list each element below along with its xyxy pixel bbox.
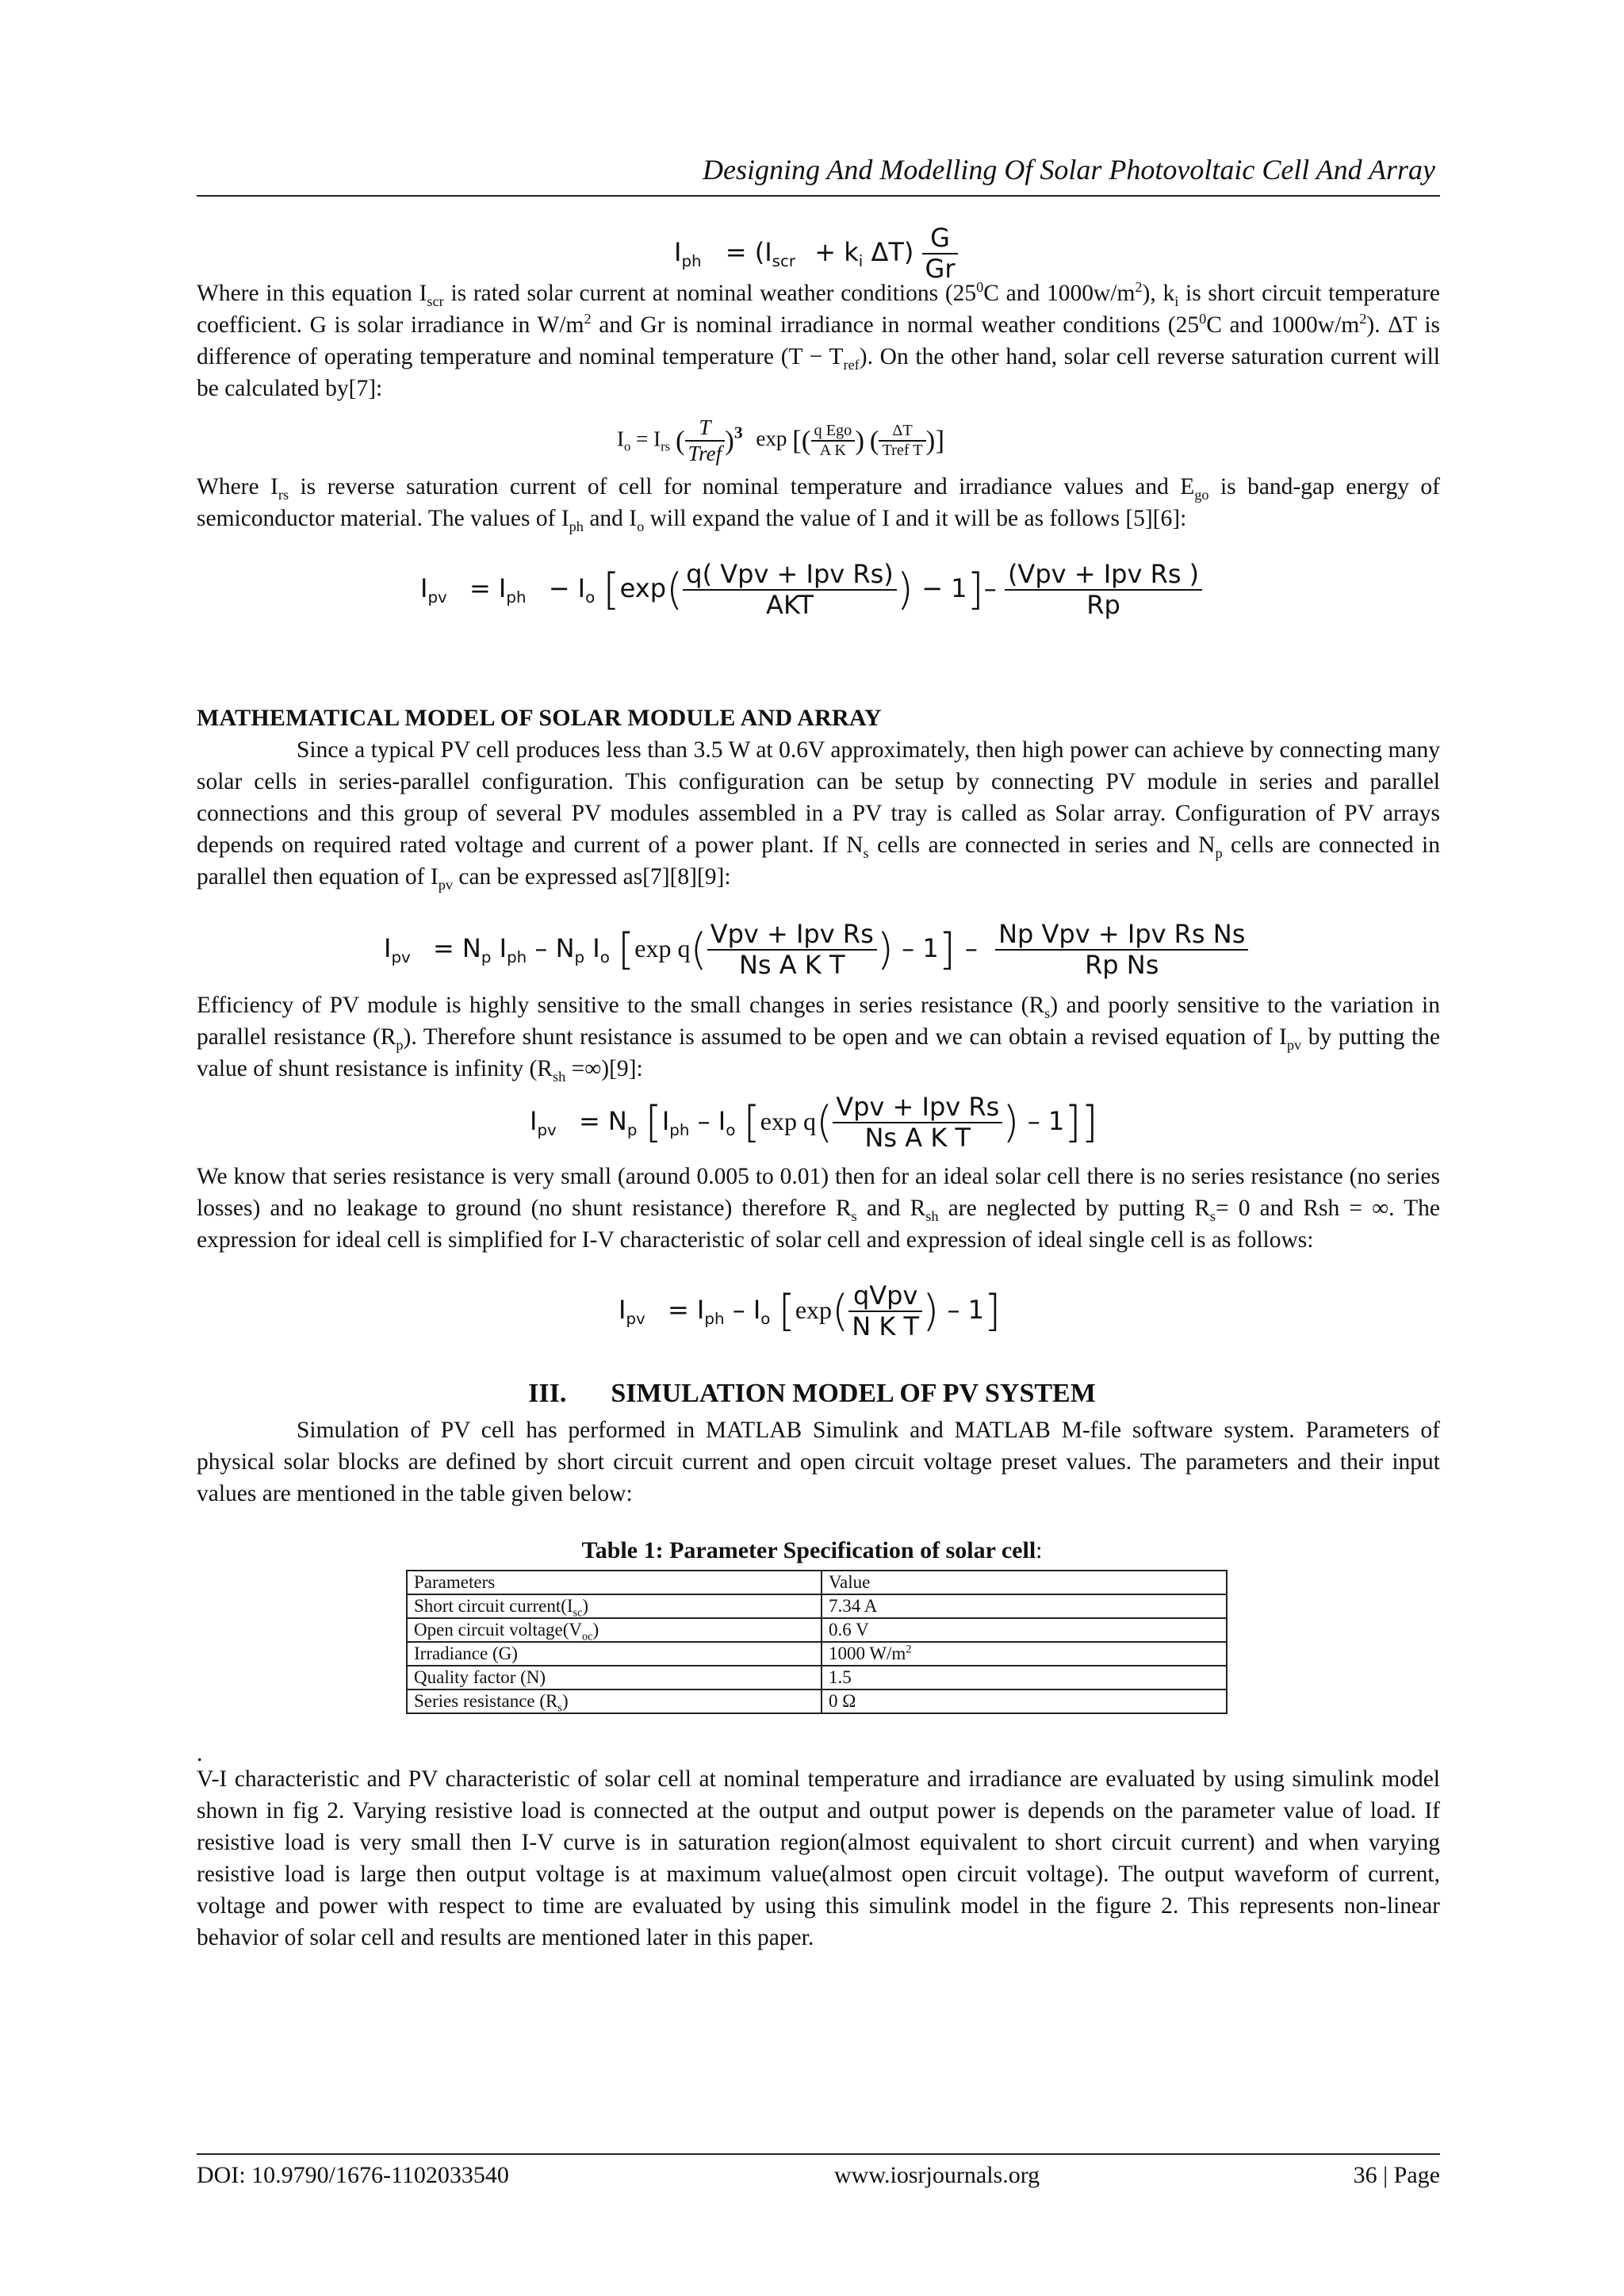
footer-journal-link[interactable]: www.iosrjournals.org [834,2162,1040,2188]
running-header-title: Designing And Modelling Of Solar Photovoltaic Cell And Array [703,154,1435,186]
stray-period: . [197,1740,203,1766]
equation-array-current: $I_{pv} = N_p$ $I_{ph} - N_p$ $I_o$ [exp q( $\frac{\text{Vpv + Ipv Rs}}{\text{Ns A K T}}$ ) – 1] – $\frac{\text{Np Vpv + Ipv Rs Ns}}{\text{Rp Ns}}$ [384,920,1248,980]
footer-doi: DOI: 10.9790/1676-1102033540 [197,2162,509,2188]
paragraph-simulation-intro: Simulation of PV cell has performed in MATLAB Simulink and MATLAB M-file software system. Parameters of physical solar blocks are defined by short circuit current and open circuit voltage preset values. The parameters and their input values are mentioned in the table given below: [197,1418,1440,1506]
table-row [407,1689,1227,1713]
table-cell-value: 0.6 V [822,1618,1227,1642]
paragraph-vi-characteristic: V-I characteristic and PV characteristic of solar cell at nominal temperature and irradiance are evaluated by using simulink model shown in fig 2. Varying resistive load is connected at the output and output power is depends on the parameter value of load. If resistive load is very small then I-V curve is in saturation region(almost equivalent to short circuit current) and when varying resistive load is large then output voltage is at maximum value(almost open circuit voltage). The output waveform of current, voltage and power with respect to time are evaluated by using this simulink model in the figure 2. This represents non-linear behavior of solar cell and results are mentioned later in this paper. [197,1766,1440,1950]
footer-page-number: 36 | Page [1353,2162,1440,2188]
section-heading-math-model: MATHEMATICAL MODEL OF SOLAR MODULE AND ARRAY [197,705,882,731]
table-header-cell: Parameters [407,1571,822,1594]
table-row [407,1666,1227,1689]
table-cell-parameter: Irradiance (G) [407,1642,822,1666]
paragraph-ideal-cell: We know that series resistance is very small (around 0.005 to 0.01) then for an ideal solar cell there is no series resistance (no series losses) and no leakage to ground (no shunt resistance) therefore $R_s$ and $R_{sh}$ are neglected by putting $R_s= 0$ and Rsh = ∞. The expression for ideal cell is simplified for I-V characteristic of solar cell and expression of ideal single cell is as follows: [197,1164,1440,1253]
table-cell-value: 1.5 [822,1666,1227,1689]
paragraph-shunt-resistance: Efficiency of PV module is highly sensitive to the small changes in series resistance $(R_s)$ and poorly sensitive to the variation in parallel resistance $(R_p)$. Therefore shunt resistance is assumed to be open and we can obtain a revised equation of $I_{pv}$ by putting the value of shunt resistance is infinity $(R_{sh} =\infty)[9]$: [197,993,1441,1085]
paragraph-saturation-description: Where $I_{rs}$ is reverse saturation current of cell for nominal temperature and irradiance values and $E_{go}$ is band-gap energy of semiconductor material. The values of $I_{ph}$ and $I_o$ will expand the value of I and it will be as follows [5][6]: [197,474,1440,534]
table-row [407,1642,1227,1666]
table-cell-value: 7.34 A [822,1594,1227,1618]
table-cell-value: 0 Ω [822,1689,1227,1713]
table-row [407,1594,1227,1618]
equation-pv-current: $I_{pv} = I_{ph} - I_o$ [exp( $\frac{\text{q( Vpv + Ipv Rs)}}{\text{AKT}}$ ) − 1]– $\frac{\text{(Vpv + Ipv Rs )}}{Rp}$ [420,560,1202,620]
footer-rule [197,2153,1440,2155]
equation-photocurrent: $I_{ph} = (I_{scr} + k_i$ ΔT) $\frac{G}{Gr}$ [674,224,958,284]
parameter-table [406,1570,1228,1714]
paragraph-module-array: Since a typical PV cell produces less than 3.5 W at 0.6V approximately, then high power can achieve by connecting many solar cells in series-parallel configuration. This configuration can be setup by connecting PV module in series and parallel connections and this group of several PV modules assembled in a PV tray is called as Solar array. Configuration of PV arrays depends on required rated voltage and current of a power plant. If $N_s$ cells are connected in series and $N_p$ cells are connected in parallel then equation of $I_{pv}$ can be expressed as[7][8][9]: [197,737,1440,893]
table-row [407,1618,1227,1642]
equation-saturation-current: $I_o = I_{rs}$ ( $\frac{T}{\text{Tref}}$ )$^3$ exp [( $\frac{\text{q Ego}}{\text{A K}}$ ) ( $\frac{\Delta T}{\text{Tref T}}$ )] [617,415,945,466]
table-header-row [407,1571,1227,1594]
section-heading-simulation-model: III. SIMULATION MODEL OF PV SYSTEM [528,1379,1096,1408]
header-rule [197,195,1440,197]
table-cell-parameter: Quality factor (N) [407,1666,822,1689]
table-cell-parameter: Open circuit $voltage(V_{oc})$ [407,1618,822,1642]
paragraph-photocurrent-description: Where in this equation $I_{scr}$ is rated solar current at nominal weather conditions ($25^0C$ and $1000w/m^2$), $k_i$ is short circuit temperature coefficient. G is solar irradiance in $W/m^2$ and Gr is nominal irradiance in normal weather conditions ($25^0C$ and $1000w/m^2$). ΔT is difference of operating temperature and nominal temperature $(T - T_{ref})$. On the other hand, solar cell reverse saturation current will be calculated by[7]: [197,279,1440,401]
table-cell-parameter: Series resistance $(R_s)$ [407,1689,822,1713]
equation-revised-current: $I_{pv} = N_p$ [$I_{ph} - I_o$ [exp q( $\frac{\text{Vpv + Ipv Rs}}{\text{Ns A K T}}$ ) – 1]] [530,1092,1098,1153]
table-caption: Table 1: Parameter Specification of solar cell: [581,1537,1043,1563]
table-header-cell: Value [822,1571,1227,1594]
table-cell-parameter: Short circuit $current(I_{sc})$ [407,1594,822,1618]
equation-ideal-cell: $I_{pv} = I_{ph} - I_o$ [exp( $\frac{\text{qVpv}}{\text{N K T}}$ ) – 1] [619,1280,1002,1341]
table-cell-value: 1000 $W/m^2$ [822,1642,1227,1666]
